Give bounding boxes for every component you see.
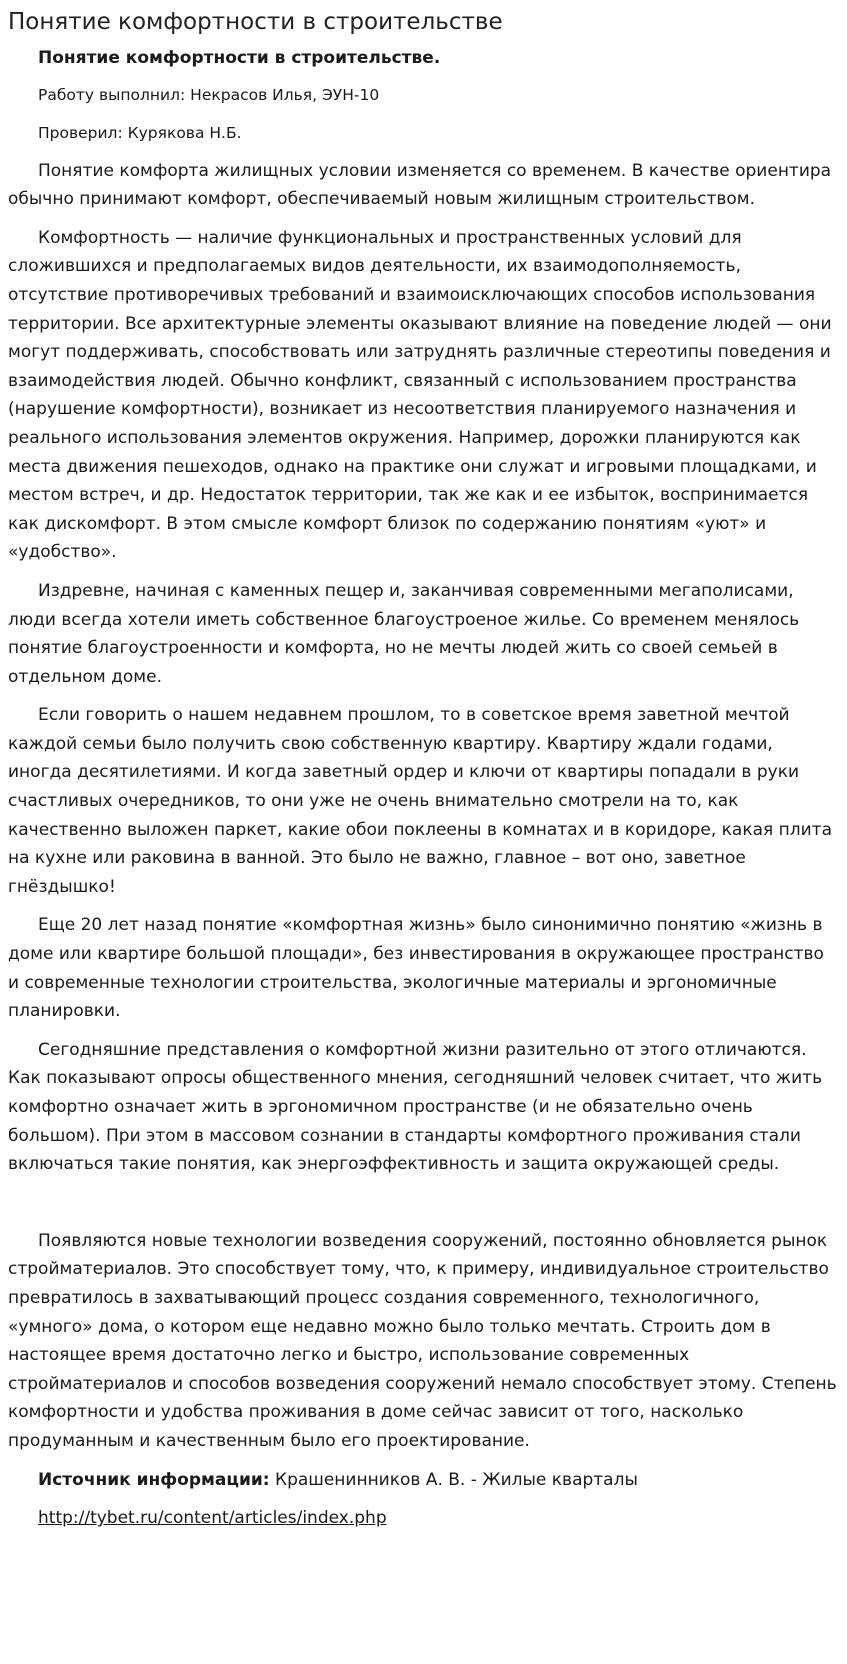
- source-link[interactable]: http://tybet.ru/content/articles/index.php: [38, 1508, 387, 1529]
- paragraph-2: Комфортность — наличие функциональных и пространственных условий для сложившихся и предполагаемых видов деятельности, их взаимодополняемость, отсутствие противоречивых требований и взаимоисключающих способов использования территории. Все архитектурные элементы оказывают влияние на поведение людей — они могут поддерживать, способствовать или затруднять различные стереотипы поведения и взаимодействия людей. Обычно конфликт, связанный с использованием пространства (нарушение комфортности), возникает из несоответствия планируемого назначения и реального использования элементов окружения. Например, дорожки планируются как места движения пешеходов, однако на практике они служат и игровыми площадками, и местом встреч, и др. Недостаток территории, так же как и ее избыток, воспринимается как дискомфорт. В этом смысле комфорт близок по содержанию понятиям «уют» и «удобство».: [8, 227, 832, 563]
- paragraph-7: Появляются новые технологии возведения сооружений, постоянно обновляется рынок стройматериалов. Это способствует тому, что, к примеру, индивидуальное строительство превратилось в захватывающий процесс создания современного, технологичного, «умного» дома, о котором еще недавно можно было только мечтать. Строить дом в настоящее время достаточно легко и быстро, использование современных стройматериалов и способов возведения сооружений немало способствует этому. Степень комфортности и удобства проживания в доме сейчас зависит от того, насколько продуманным и качественным было его проектирование.: [8, 1230, 837, 1451]
- source-text: Крашенинников А. В. - Жилые кварталы: [269, 1469, 638, 1490]
- blank-line: [8, 1189, 839, 1227]
- page-title: Понятие комфортности в строительстве: [8, 9, 503, 35]
- paragraph-3: Издревне, начиная с каменных пещер и, заканчивая современными мегаполисами, люди всегда хотели иметь собственное благоустроеное жилье. Со временем менялось понятие благоустроенности и комфорта, но не мечты людей жить со своей семьей в отдельном доме.: [8, 580, 800, 687]
- source-label: Источник информации:: [38, 1469, 270, 1490]
- paragraph-6: Сегодняшние представления о комфортной жизни разительно от этого отличаются. Как показывают опросы общественного мнения, сегодняшний человек считает, что жить комфортно означает жить в эргономичном пространстве (и не обязательно очень большом). При этом в массовом сознании в стандарты комфортного проживания стали включаться такие понятия, как энергоэффективность и защита окружающей среды.: [8, 1039, 823, 1175]
- source-line: [8, 1466, 839, 1495]
- document-subtitle: Понятие комфортности в строительстве.: [38, 48, 441, 68]
- reviewer-line: Проверил: Курякова Н.Б.: [38, 123, 242, 142]
- paragraph-5: Еще 20 лет назад понятие «комфортная жизнь» было синонимично понятию «жизнь в доме или квартире большой площади», без инвестирования в окружающее пространство и современные технологии строительства, экологичные материалы и эргономичные планировки.: [8, 915, 824, 1022]
- source-url-line: [8, 1504, 839, 1533]
- paragraph-4: Если говорить о нашем недавнем прошлом, то в советское время заветной мечтой каждой семьи было получить свою собственную квартиру. Квартиру ждали годами, иногда десятилетиями. И когда заветный ордер и ключи от квартиры попадали в руки счастливых очередников, то они уже не очень внимательно смотрели на то, как качественно выложен паркет, какие обои поклеены в комнатах и в коридоре, какая плита на кухне или раковина в ванной. Это было не важно, главное – вот оно, заветное гнёздышко!: [8, 705, 833, 897]
- author-line: Работу выполнил: Некрасов Илья, ЭУН-10: [38, 85, 380, 104]
- paragraph-1: Понятие комфорта жилищных условии изменяется со временем. В качестве ориентира обычно принимают комфорт, обеспечиваемый новым жилищным строительством.: [8, 160, 832, 210]
